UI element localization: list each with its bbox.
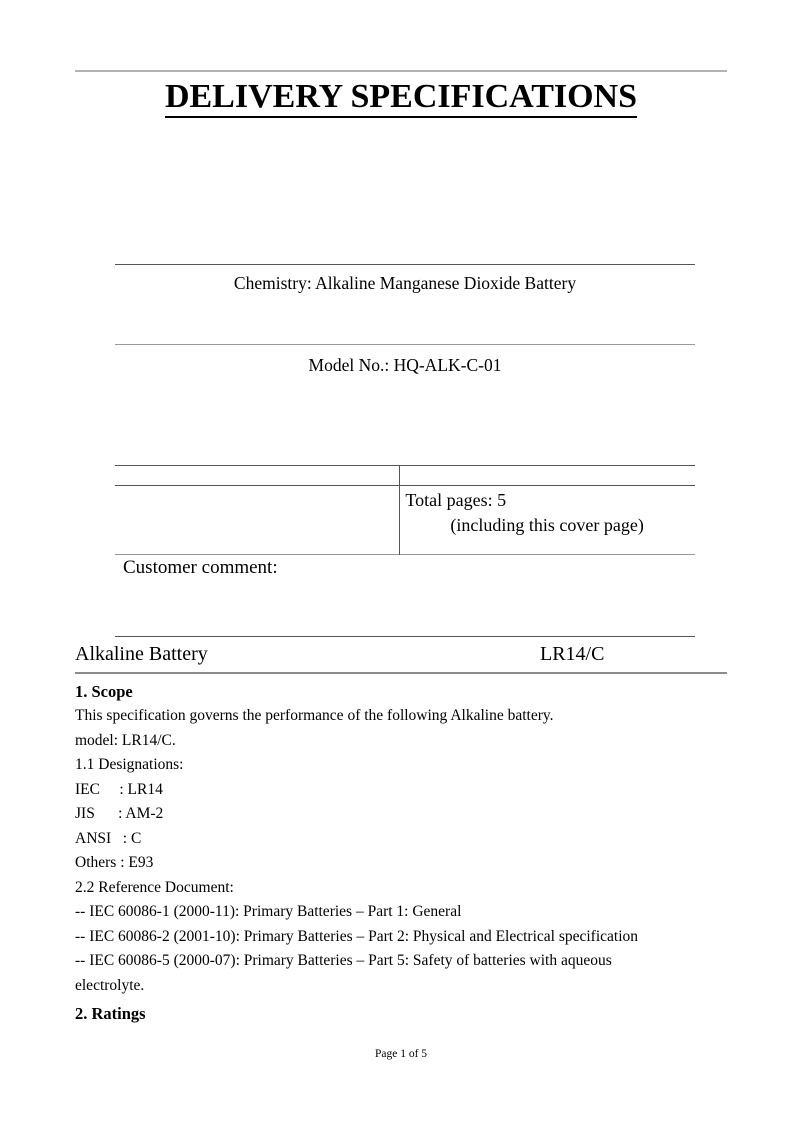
total-pages-text <box>400 486 695 538</box>
blank-cell-left <box>115 466 400 486</box>
designation-item-ansi: ANSI : C <box>75 829 142 847</box>
chemistry-cell: Chemistry: Alkaline Manganese Dioxide Battery <box>115 265 695 345</box>
table-row-chemistry <box>115 265 695 345</box>
reference-item-3-continuation: electrolyte. <box>75 976 145 994</box>
page-top-rule <box>75 70 727 72</box>
table-row-customer-comment <box>115 555 695 655</box>
table-row-model <box>115 345 695 466</box>
page-footer <box>75 1048 727 1060</box>
customer-comment-label: Customer comment: <box>123 557 278 578</box>
designation-item-iec: IEC : LR14 <box>75 780 163 798</box>
blank-cell-right <box>400 466 695 486</box>
model-cell: Model No.: HQ-ALK-C-01 <box>115 345 695 466</box>
total-pages-line-1: Total pages: 5 <box>405 490 507 510</box>
reference-item-2: -- IEC 60086-2 (2001-10): Primary Batteries – Part 2: Physical and Electrical specification <box>75 927 639 945</box>
page-number-label: Page 1 of 5 <box>374 1048 428 1060</box>
designation-item-jis: JIS : AM-2 <box>75 805 164 822</box>
scope-line-1: This specification governs the performance of the following Alkaline battery. <box>75 707 554 724</box>
total-pages-line-2: (including this cover page) <box>450 515 644 535</box>
heading-ratings: 2. Ratings <box>75 1004 146 1023</box>
page-title <box>75 76 727 118</box>
designation-item-others: Others : E93 <box>75 854 154 871</box>
heading-designations: 1.1 Designations: <box>75 756 184 773</box>
table-row-total-pages <box>115 486 695 555</box>
total-pages-cell-left <box>115 486 400 555</box>
scope-line-2: model: LR14/C. <box>75 731 176 749</box>
cover-table-bottom-rule <box>115 636 695 637</box>
running-header-rule <box>75 672 727 674</box>
heading-reference-document: 2.2 Reference Document: <box>75 878 234 896</box>
heading-scope: 1. Scope <box>75 682 133 701</box>
running-header <box>75 643 727 673</box>
running-header-right: LR14/C <box>540 643 605 665</box>
customer-comment-cell <box>115 555 695 655</box>
table-row-blank <box>115 466 695 486</box>
running-header-left: Alkaline Battery <box>75 643 208 665</box>
page-title-text: DELIVERY SPECIFICATIONS <box>165 78 637 118</box>
document-body <box>75 680 735 1027</box>
total-pages-cell-right <box>400 486 695 555</box>
cover-info-table <box>115 264 695 654</box>
reference-item-3: -- IEC 60086-5 (2000-07): Primary Batteries – Part 5: Safety of batteries with aqueous <box>75 952 612 969</box>
reference-item-1: -- IEC 60086-1 (2000-11): Primary Batteries – Part 1: General <box>75 903 462 920</box>
